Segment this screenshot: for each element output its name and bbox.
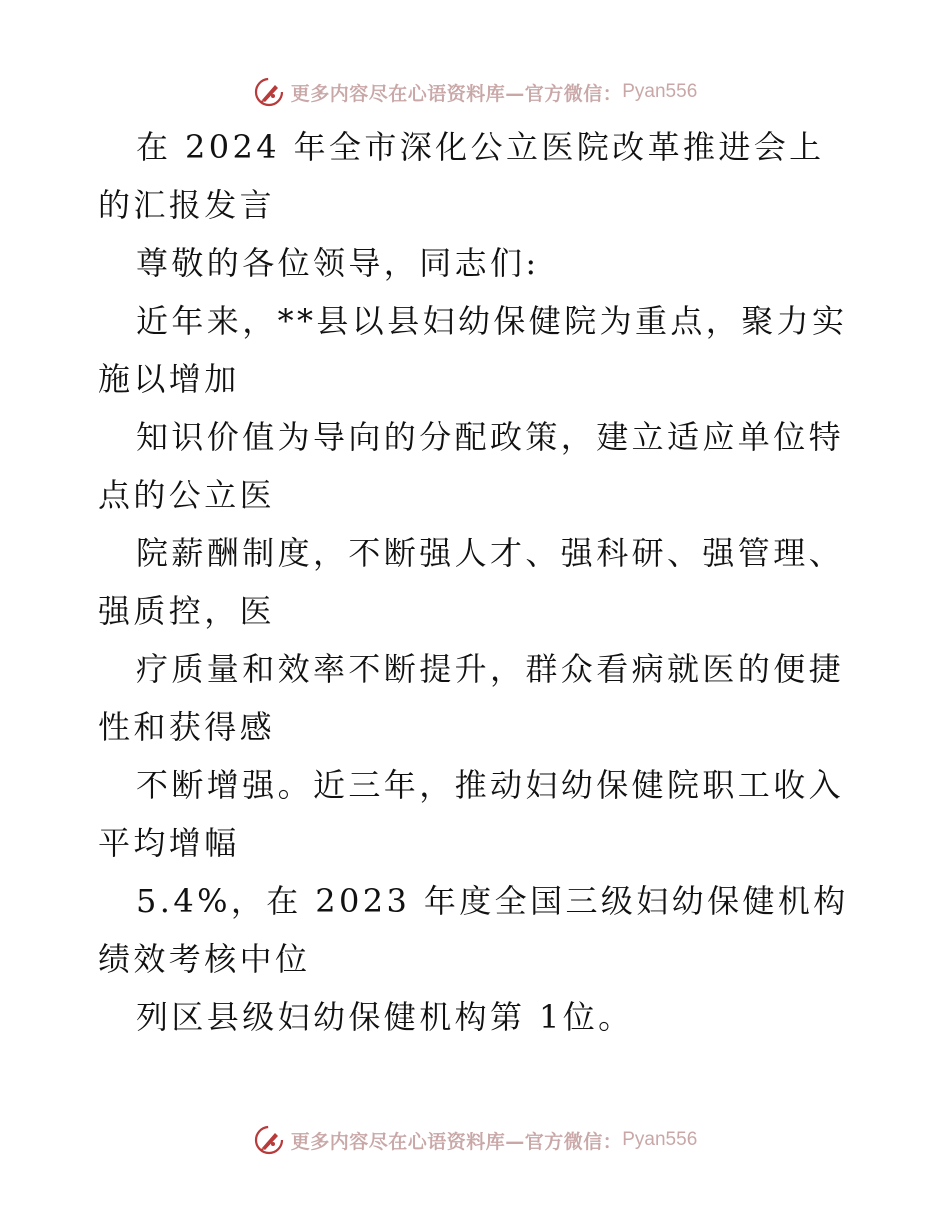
document-body bbox=[98, 118, 858, 1046]
watermark-wechat-id: Pyan556 bbox=[622, 1129, 698, 1150]
watermark-text: 更多内容尽在心语资料库—官方微信： bbox=[290, 82, 623, 105]
body-paragraph: 院薪酬制度，不断强人才、强科研、强管理、强质控，医 bbox=[98, 534, 845, 630]
quill-pen-logo-icon bbox=[253, 76, 285, 108]
body-paragraph: 不断增强。近三年，推动妇幼保健院职工收入平均增幅 bbox=[98, 766, 845, 862]
body-paragraph: 知识价值为导向的分配政策，建立适应单位特点的公立医 bbox=[98, 418, 845, 514]
watermark-wechat-id: Pyan556 bbox=[622, 81, 698, 102]
quill-pen-logo-icon bbox=[253, 1124, 285, 1156]
watermark-text: 更多内容尽在心语资料库—官方微信： bbox=[290, 1130, 623, 1153]
body-paragraph: 列区县级妇幼保健机构第 1位。 bbox=[136, 998, 634, 1036]
footer-watermark bbox=[0, 1120, 950, 1160]
salutation: 尊敬的各位领导，同志们: bbox=[136, 244, 540, 282]
document-title: 在 2024 年全市深化公立医院改革推进会上的汇报发言 bbox=[98, 128, 825, 224]
header-watermark bbox=[0, 72, 950, 112]
body-paragraph: 5.4%，在 2023 年度全国三级妇幼保健机构绩效考核中位 bbox=[98, 882, 849, 978]
body-paragraph: 近年来，**县以县妇幼保健院为重点，聚力实施以增加 bbox=[98, 302, 848, 398]
body-paragraph: 疗质量和效率不断提升，群众看病就医的便捷性和获得感 bbox=[98, 650, 845, 746]
